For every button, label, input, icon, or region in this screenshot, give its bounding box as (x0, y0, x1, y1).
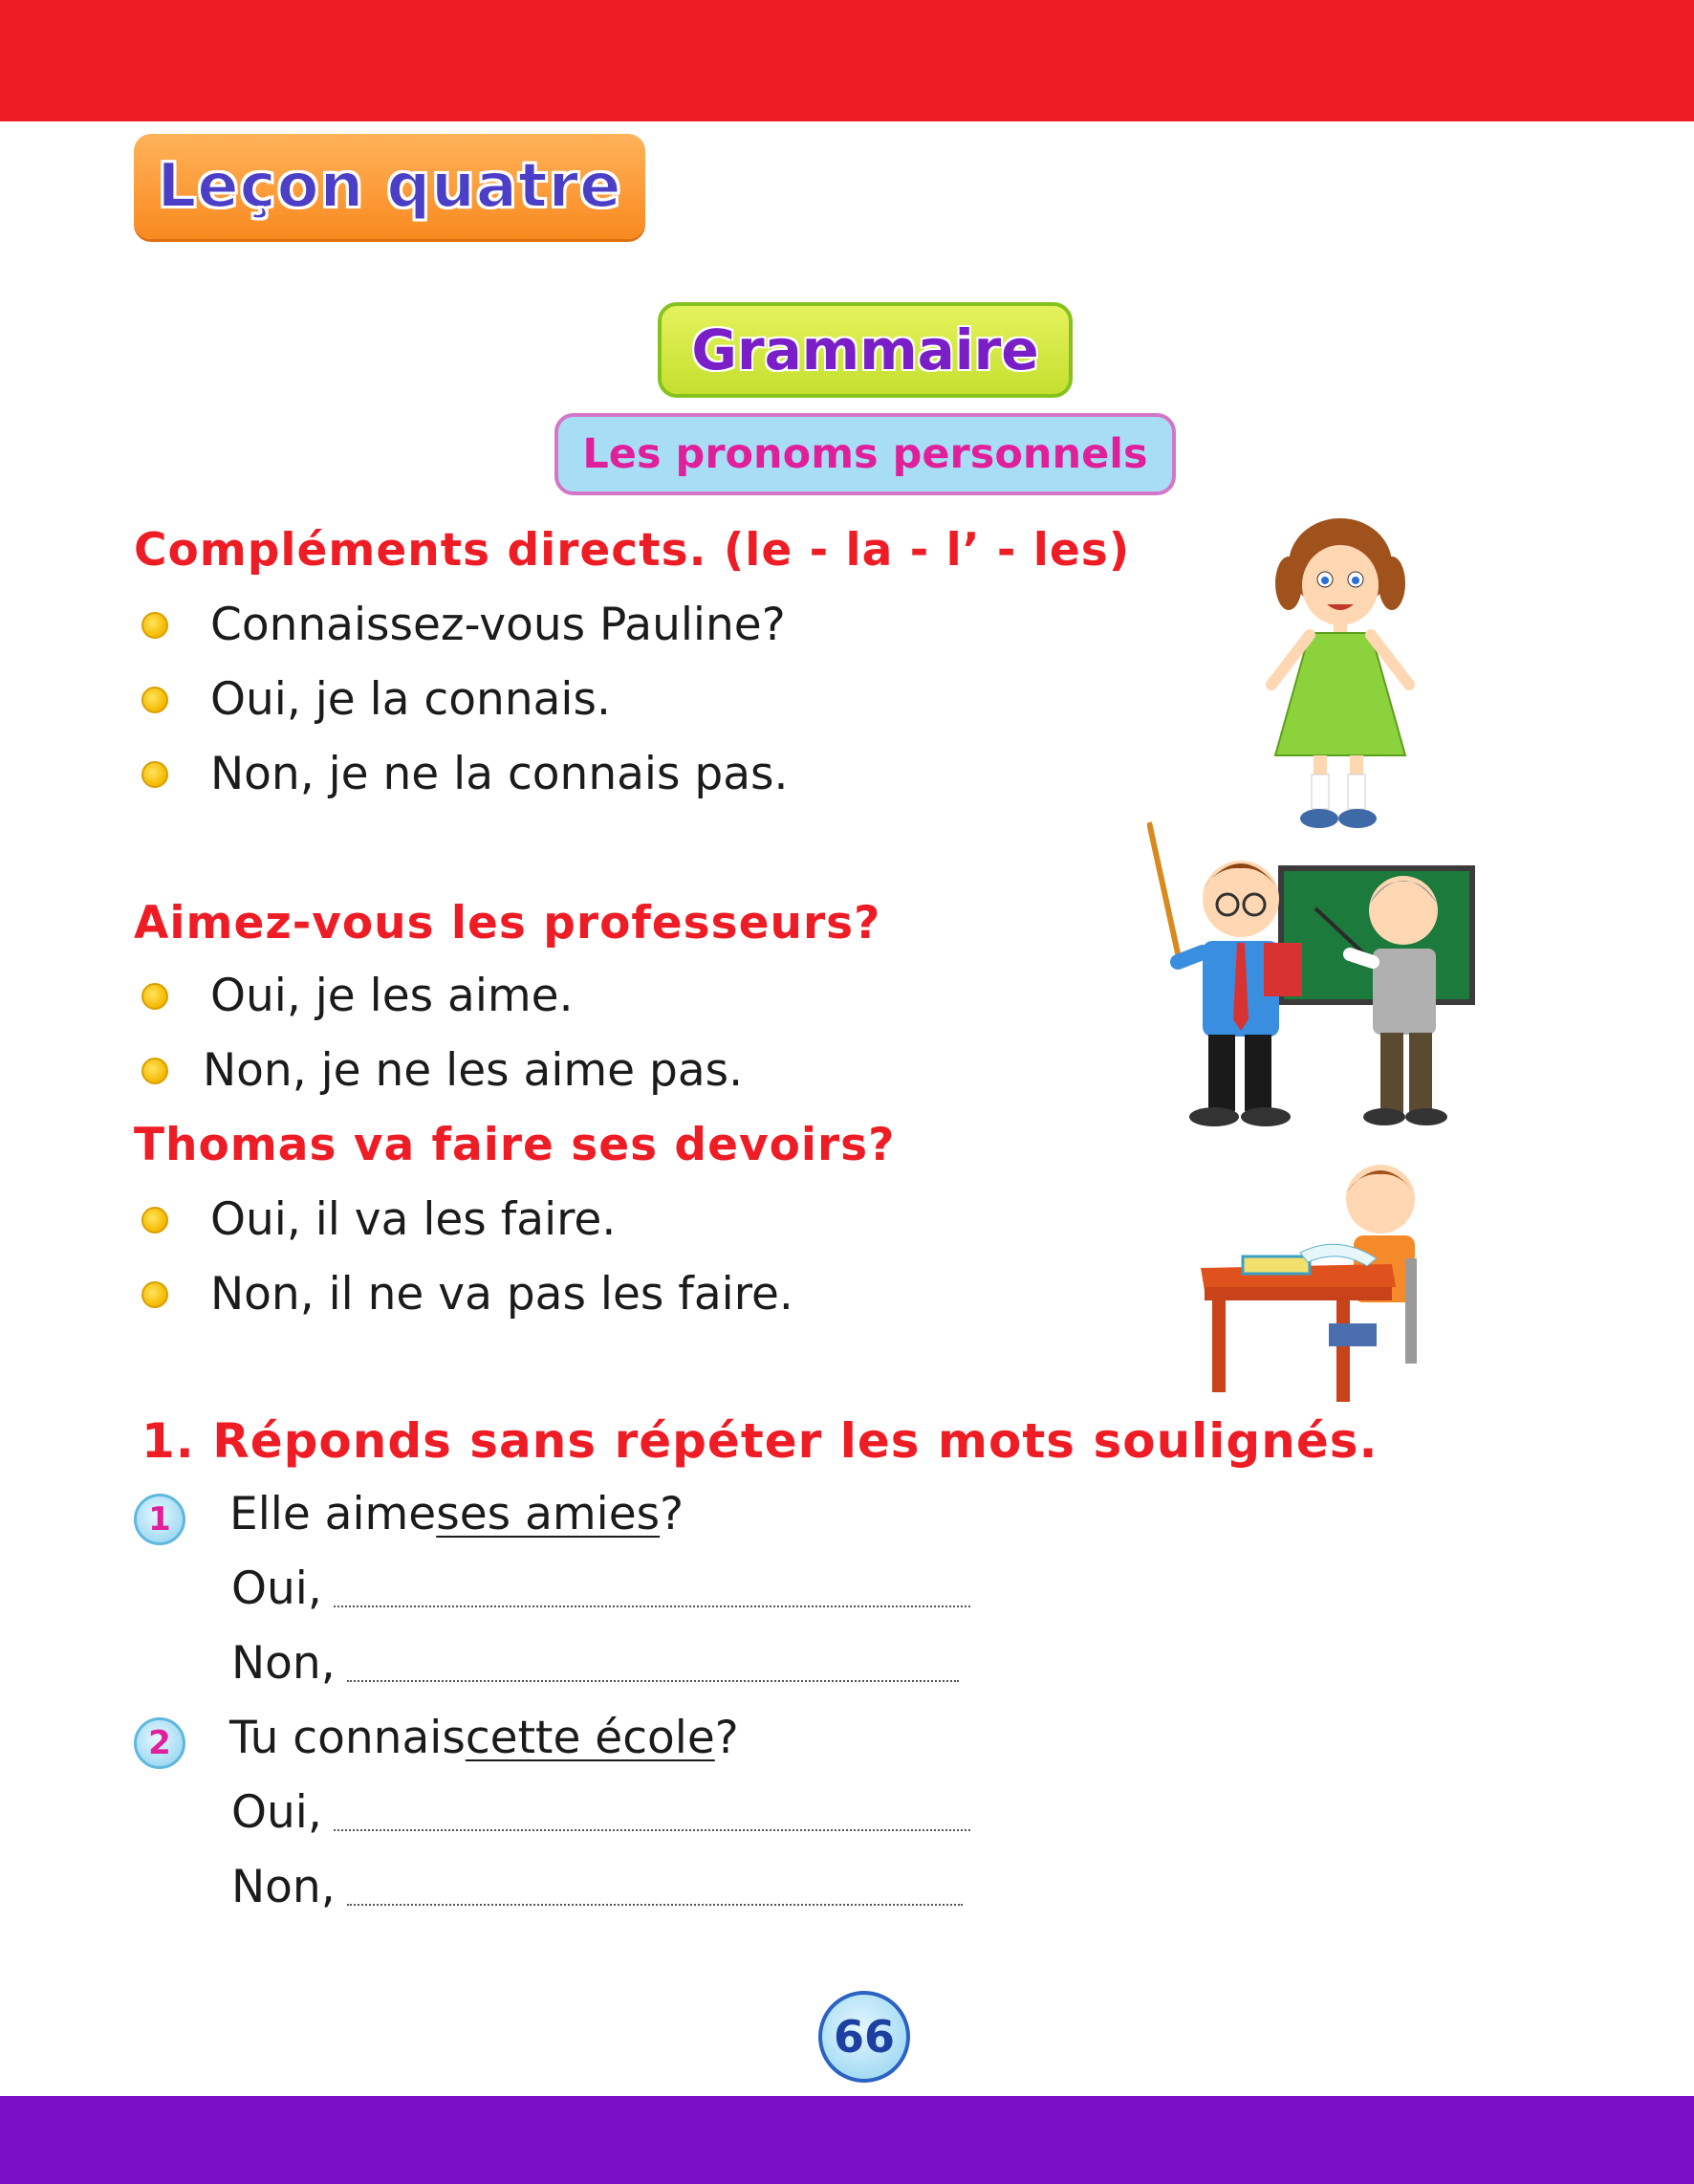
bullet-icon (141, 983, 168, 1010)
rule-line-text: Oui, il va les faire. (210, 1193, 617, 1246)
exercise-title: 1. Réponds sans répéter les mots soulignés. (141, 1413, 1379, 1469)
rule-line-text: Non, je ne la connais pas. (210, 748, 789, 800)
bullet-icon (141, 687, 168, 713)
rule-line (141, 673, 611, 726)
rule-heading: Compléments directs. (le - la - l’ - les) (134, 524, 1131, 577)
answer-prefix: Oui, (231, 1562, 322, 1615)
section-title: Grammaire (691, 317, 1039, 382)
answer-line-yes (231, 1562, 970, 1615)
bullet-icon (141, 1281, 168, 1308)
bottom-color-band (0, 2096, 1694, 2184)
rule-line (141, 1044, 743, 1097)
rule-line-text: Connaissez-vous Pauline? (210, 599, 786, 651)
bullet-icon (141, 761, 168, 788)
underlined-words: ses amies (436, 1488, 661, 1540)
lesson-title: Leçon quatre (157, 151, 622, 222)
rule-line-text: Non, je ne les aime pas. (203, 1044, 744, 1097)
rule-line-text: Oui, je les aime. (210, 970, 574, 1022)
question-end: ? (660, 1488, 684, 1540)
student-at-desk-illustration (1195, 1153, 1444, 1406)
girl-illustration (1243, 516, 1434, 841)
answer-blank[interactable] (334, 1605, 970, 1607)
topic-title: Les pronoms personnels (582, 430, 1148, 478)
bullet-icon (141, 1207, 168, 1234)
answer-blank[interactable] (347, 1904, 963, 1906)
teachers-illustration (1147, 819, 1491, 1144)
question-start: Tu connais (229, 1712, 466, 1764)
answer-line-yes (231, 1786, 970, 1839)
answer-prefix: Oui, (231, 1786, 322, 1839)
top-color-band (0, 0, 1694, 121)
bullet-icon (141, 1058, 168, 1084)
underlined-words: cette école (465, 1712, 715, 1764)
grammar-badge (658, 302, 1073, 398)
question-start: Elle aime (229, 1488, 437, 1540)
bullet-icon (141, 612, 168, 639)
answer-line-no (231, 1861, 963, 1913)
rule-line (141, 599, 786, 651)
lesson-badge (134, 134, 645, 239)
rule-line (141, 1193, 616, 1246)
exercise-question (229, 1712, 739, 1764)
answer-prefix: Non, (231, 1861, 336, 1913)
item-number-badge: 1 (134, 1494, 185, 1545)
exercise-question (229, 1488, 684, 1540)
rule-line-text: Oui, je la connais. (210, 673, 611, 726)
rule-line (141, 1268, 793, 1321)
answer-blank[interactable] (334, 1829, 970, 1831)
answer-blank[interactable] (347, 1680, 959, 1682)
rule-line (141, 748, 788, 800)
rule-line-text: Non, il ne va pas les faire. (210, 1268, 793, 1321)
answer-prefix: Non, (231, 1637, 336, 1690)
rule-heading: Aimez-vous les professeurs? (134, 897, 881, 950)
topic-badge (554, 413, 1176, 495)
item-number-badge: 2 (134, 1717, 185, 1769)
rule-heading: Thomas va faire ses devoirs? (134, 1119, 896, 1171)
answer-line-no (231, 1637, 959, 1690)
page-number: 66 (818, 1991, 910, 2083)
rule-line (141, 970, 574, 1022)
question-end: ? (714, 1712, 739, 1764)
